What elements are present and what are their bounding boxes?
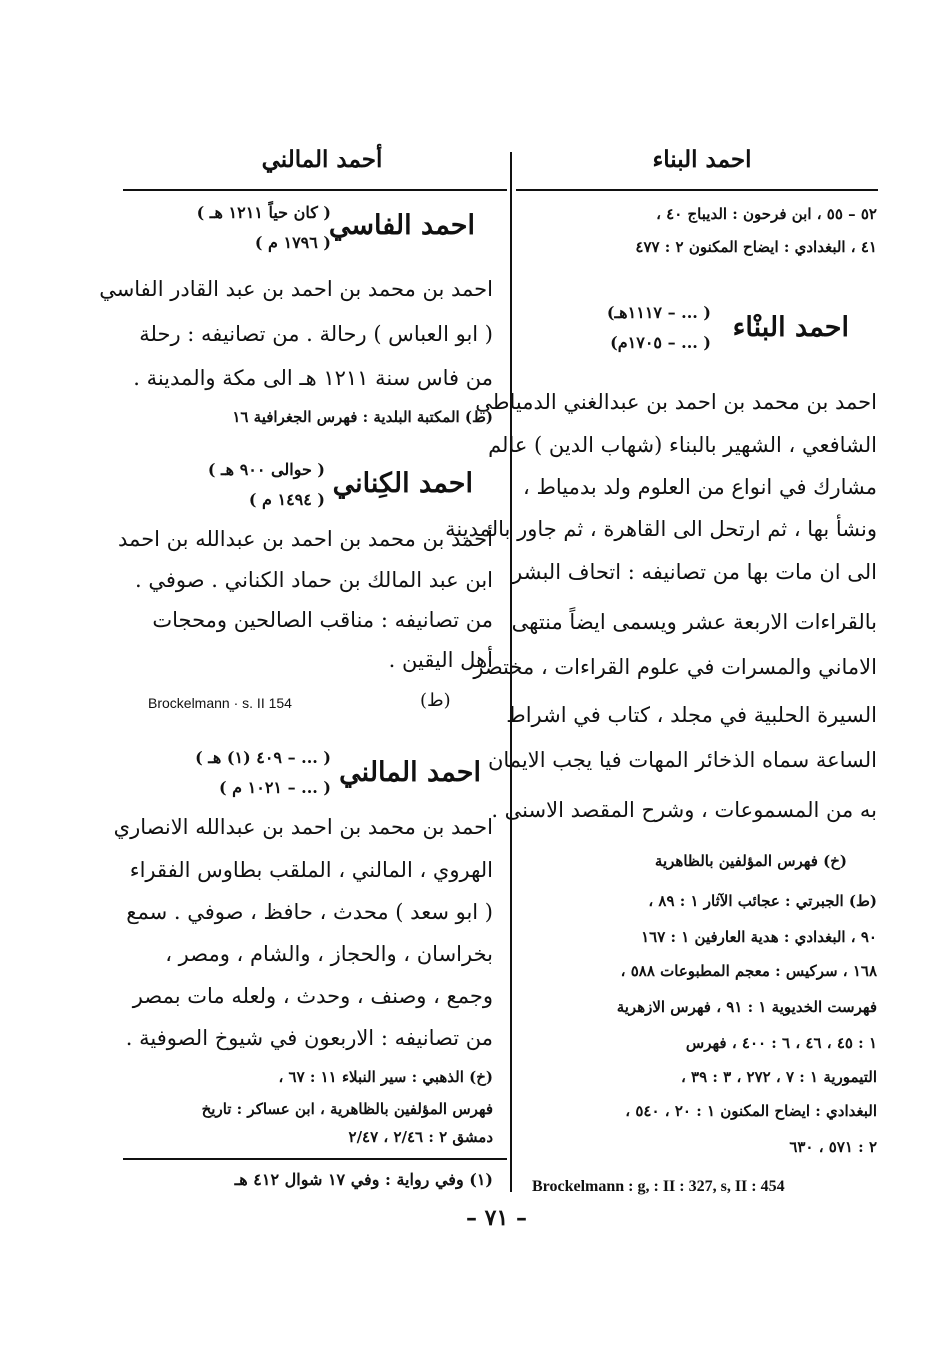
header-rule-right xyxy=(516,189,878,191)
reference-line: (خ) الذهبي : سير النبلاء ١١ : ٦٧ ، xyxy=(278,1068,493,1086)
entry-date-hijri: ( حوالى ٩٠٠ هـ ) xyxy=(207,460,325,479)
entry-text-line: ابن عبد المالك بن حماد الكناني . صوفي . xyxy=(134,568,493,592)
left-column-title: أحمد المالني xyxy=(261,146,383,173)
reference-line: فهرس المؤلفين بالظاهرية ، ابن عساكر : تاريخ xyxy=(201,1100,493,1118)
entry-name-banna: احمد البنْاء xyxy=(732,312,849,343)
entry-text-line: من فاس سنة ١٢١١ هـ الى مكة والمدينة . xyxy=(133,366,493,390)
entry-text-line: أهل اليقين . xyxy=(388,648,493,672)
brockelmann-reference: Brockelmann : g, : II : 327, s, II : 454 xyxy=(532,1178,785,1195)
entry-text-line: ( ابو العباس ) رحالة . من تصانيفه : رحلة xyxy=(139,322,493,346)
top-ref-line: ٥٢ – ٥٥ ، ابن فرحون : الديباج ٤٠ ، xyxy=(656,205,877,223)
entry-text-line: وجمع ، وصنف ، وحدث ، ولعله مات بمصر xyxy=(132,984,493,1008)
entry-text-line: بخراسان ، والحجاز ، والشام ، ومصر ، xyxy=(165,942,493,966)
entry-text-line: احمد بن محمد بن احمد بن عبد القادر الفاسي xyxy=(99,277,493,301)
printed-tag: (ط) xyxy=(420,690,451,711)
footnote: (١) وفي رواية : وفي ١٧ شوال ٤١٢ هـ xyxy=(234,1170,493,1189)
entry-text-line: ونشأ بها ، ثم ارتحل الى القاهرة ، ثم جاور بالمدينة xyxy=(445,517,877,541)
right-column-title: احمد البناء xyxy=(652,146,752,173)
entry-date-gregorian: ( ... – ١٧٠٥م) xyxy=(610,333,711,352)
entry-text-line: به من المسموعات ، وشرح المقصد الاسنى . xyxy=(491,798,877,822)
entry-text-line: احمد بن محمد بن احمد بن عبدالغني الدمياطي xyxy=(475,390,877,414)
entry-text-line: الى ان مات بها من تصانيفه : اتحاف البشر xyxy=(512,560,877,584)
entry-name-fasi: احمد الفاسي xyxy=(328,210,475,241)
entry-date-gregorian: ( ... – ١٠٢١ م ) xyxy=(219,778,331,797)
entry-text-line: أحمد بن محمد بن احمد بن عبدالله بن احمد xyxy=(118,527,493,551)
entry-date-gregorian: ( ١٧٩٦ م ) xyxy=(254,233,331,252)
entry-name-malini: احمد المالني xyxy=(339,757,481,788)
entry-date-hijri: ( ... – ١١١٧هـ) xyxy=(606,303,711,322)
reference-line: ١٦٨ ، سركيس : معجم المطبوعات ٥٨٨ ، xyxy=(620,962,877,980)
entry-date-hijri: ( ... – ٤٠٩ (١) هـ ) xyxy=(195,748,331,767)
entry-text-line: السيرة الحلبية في مجلد ، كتاب في اشراط xyxy=(506,703,877,727)
entry-text-line: الساعة سماه الذخائر المهات فيا يجب الايمان xyxy=(487,748,877,772)
reference-line: دمشق ٢ : ٢/٤٦ ، ٢/٤٧ xyxy=(348,1128,493,1146)
entry-text-line: احمد بن محمد بن احمد بن عبدالله الانصاري xyxy=(113,815,493,839)
brockelmann-reference: Brockelmann · s. II 154 xyxy=(148,695,292,711)
entry-text-line: مشارك في انواع من العلوم ولد بدمياط ، xyxy=(522,475,877,499)
reference-line: فهرست الخديوية ١ : ٩١ ، فهرس الازهرية xyxy=(616,998,877,1016)
footnote-rule xyxy=(123,1158,507,1160)
header-rule-left xyxy=(123,189,507,191)
entry-date-gregorian: ( ١٤٩٤ م ) xyxy=(248,490,325,509)
entry-text-line: الشافعي ، الشهير بالبناء (شهاب الدين ) عالم xyxy=(488,433,877,457)
reference-line: ١ : ٤٥ ، ٤٦ ، ٦ : ٤٠٠ ، فهرس xyxy=(685,1034,877,1052)
reference-line: (ط) المكتبة البلدية : فهرس الجغرافية ١٦ xyxy=(232,408,493,426)
reference-line: (ط) الجبرتي : عجائب الآثار ١ : ٨٩ ، xyxy=(648,892,877,910)
top-ref-line: ٤١ ، البغدادي : ايضاح المكنون ٢ : ٤٧٧ xyxy=(635,238,877,256)
entry-text-line: من تصانيفه : الاربعون في شيوخ الصوفية . xyxy=(125,1026,493,1050)
entry-date-hijri: ( كان حياً ١٢١١ هـ ) xyxy=(196,203,331,222)
reference-line: التيمورية ١ : ٧ ، ٢٧٢ ، ٣ : ٣٩ ، xyxy=(680,1068,877,1086)
page-number: – ٧١ – xyxy=(466,1205,527,1231)
entry-text-line: الهروي ، المالني ، الملقب بطاوس الفقراء xyxy=(129,858,493,882)
reference-line: (خ) فهرس المؤلفين بالظاهرية xyxy=(654,852,847,870)
entry-text-line: الاماني والمسرات في علوم القراءات ، مختصر xyxy=(473,655,877,679)
reference-line: ٢ : ٥٧١ ، ٦٣٠ xyxy=(789,1138,877,1156)
entry-text-line: من تصانيفه : مناقب الصالحين ومحجات xyxy=(152,608,493,632)
entry-name-kinani: احمد الكِناني xyxy=(332,468,473,499)
reference-line: البغدادي : ايضاح المكنون ١ : ٢٠ ، ٥٤٠ ، xyxy=(625,1102,877,1120)
reference-line: ٩٠ ، البغدادي : هدية العارفين ١ : ١٦٧ xyxy=(641,928,877,946)
entry-text-line: ( ابو سعد ) محدث ، حافظ ، صوفي . سمع xyxy=(126,900,493,924)
entry-text-line: بالقراءات الاربعة عشر ويسمى ايضاً منتهى xyxy=(511,610,877,634)
